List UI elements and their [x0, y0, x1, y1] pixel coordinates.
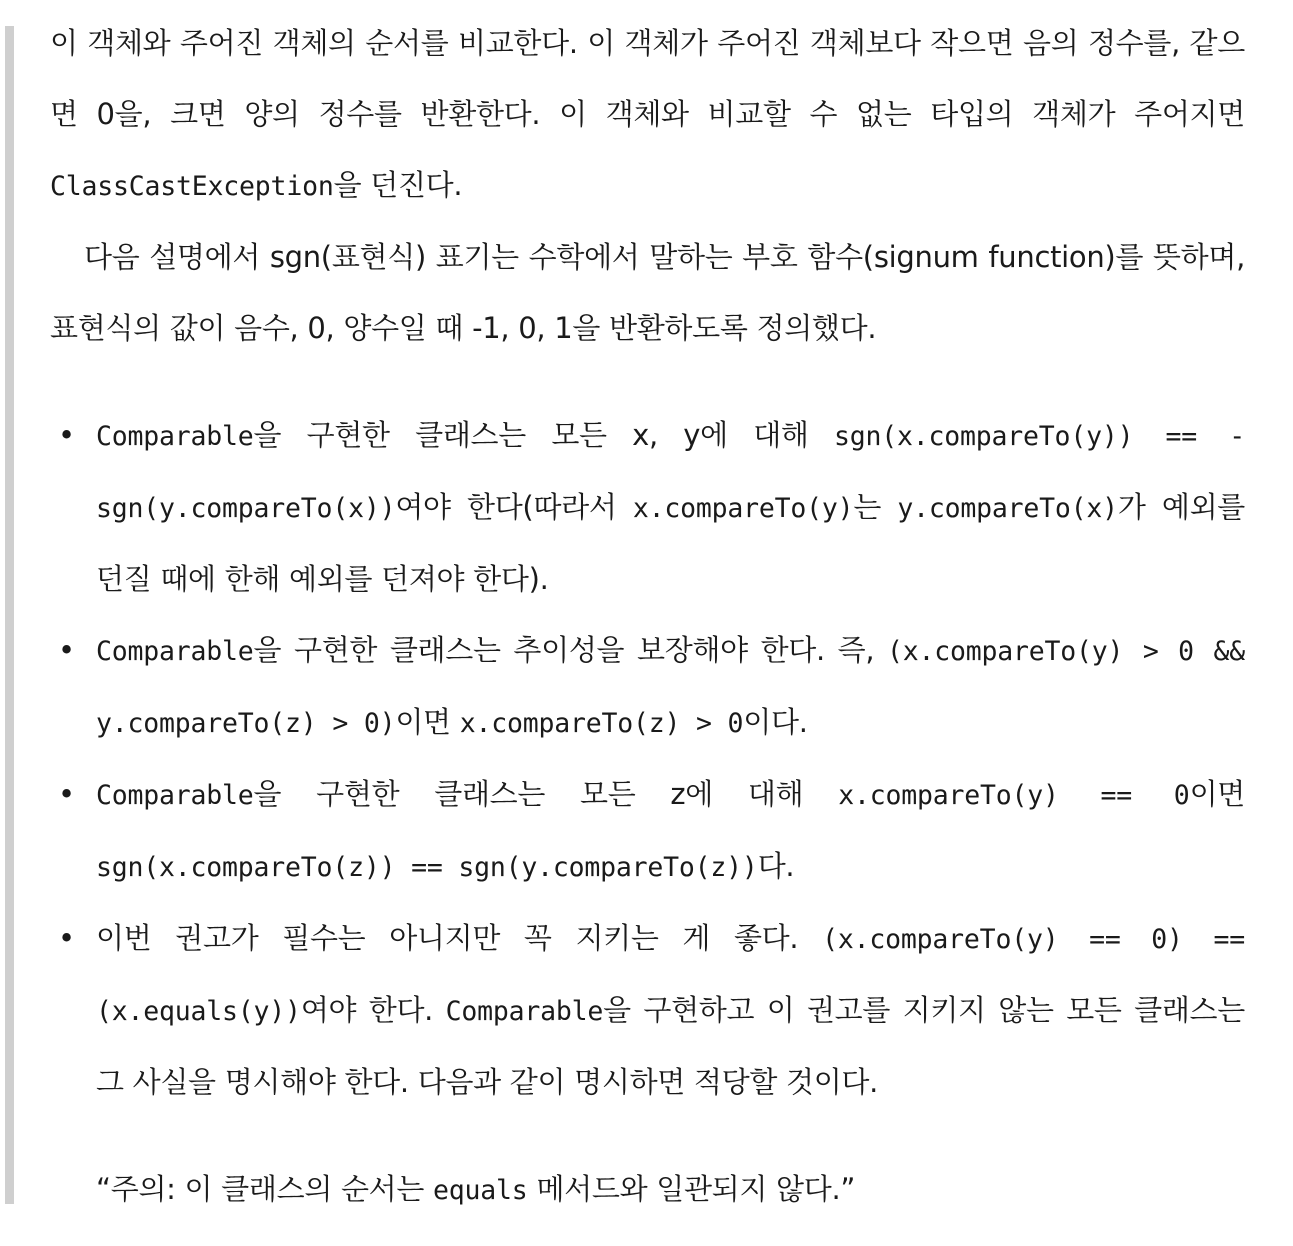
intro-text-a: 이 객체와 주어진 객체의 순서를 비교한다. 이 객체가 주어진 객체보다 작으면 음의 정수를, 같으면 0을, 크면 양의 정수를 반환한다. 이 객체와 비교할 수 없는 타입의 객체가 주어지면 [50, 26, 1245, 131]
code-span: x.compareTo(y) [632, 493, 854, 524]
text-span: 는 [853, 490, 898, 524]
sgn-paragraph: 다음 설명에서 sgn(표현식) 표기는 수학에서 말하는 부호 함수(signum function)를 뜻하며, 표현식의 값이 음수, 0, 양수일 때 -1, 0, 1을 반환하도록 정의했다. [50, 240, 1245, 345]
document-body [50, 8, 1245, 1226]
caution-note [96, 1154, 1245, 1226]
code-span: (x.compareTo(y) > 0 && y.compareTo(z) > 0) [96, 636, 1245, 739]
text-span: 이다. [743, 705, 808, 739]
code-span: Comparable [445, 996, 604, 1027]
list-item [50, 903, 1245, 1118]
text-span: 을 구현한 클래스는 모든 x, y에 대해 [253, 418, 834, 452]
code-span: sgn(x.compareTo(z)) == sgn(y.compareTo(z)) [96, 852, 758, 883]
text-span: 여야 한다. [300, 993, 446, 1027]
bullet-icon: • [58, 777, 75, 811]
text-span: 이면 [395, 705, 460, 739]
code-span: x.compareTo(z) > 0 [459, 708, 744, 739]
code-span: y.compareTo(x) [897, 493, 1118, 524]
list-item [50, 400, 1245, 615]
note-text-a: “주의: 이 클래스의 순서는 [96, 1172, 434, 1206]
code-span: sgn(x.compareTo(y)) == -sgn(y.compareTo(x)) [96, 421, 1245, 524]
text-span: 을 구현한 클래스는 모든 z에 대해 [253, 777, 839, 811]
text-span: 다. [757, 849, 795, 883]
blockquote-bar [5, 26, 14, 1204]
bullet-icon: • [58, 921, 75, 955]
intro-paragraph [50, 8, 1245, 222]
code-span: (x.compareTo(y) == 0) == (x.equals(y)) [96, 924, 1245, 1027]
code-span: Comparable [96, 421, 254, 452]
text-span: 이번 권고가 필수는 아니지만 꼭 지키는 게 좋다. [96, 921, 823, 955]
text-span: 을 구현한 클래스는 추이성을 보장해야 한다. 즉, [253, 633, 887, 667]
code-span: Comparable [96, 780, 254, 811]
intro-code-classcastexception: ClassCastException [50, 171, 334, 202]
rules-list [50, 400, 1245, 1118]
text-span: 이면 [1189, 777, 1245, 811]
text-span: 가 예외를 던질 때에 한해 예외를 던져야 한다). [96, 490, 1245, 596]
intro-text-b: 을 던진다. [333, 168, 463, 202]
code-span: x.compareTo(y) == 0 [838, 780, 1190, 811]
text-span: 을 구현하고 이 권고를 지키지 않는 모든 클래스는 그 사실을 명시해야 한다. 다음과 같이 명시하면 적당할 것이다. [96, 993, 1245, 1099]
code-span: Comparable [96, 636, 254, 667]
bullet-icon: • [58, 418, 75, 452]
list-item [50, 759, 1245, 903]
list-item [50, 615, 1245, 759]
bullet-icon: • [58, 633, 75, 667]
note-text-b: 메서드와 일관되지 않다.” [527, 1172, 856, 1206]
text-span: 여야 한다(따라서 [395, 490, 633, 524]
note-code-equals: equals [433, 1175, 528, 1206]
